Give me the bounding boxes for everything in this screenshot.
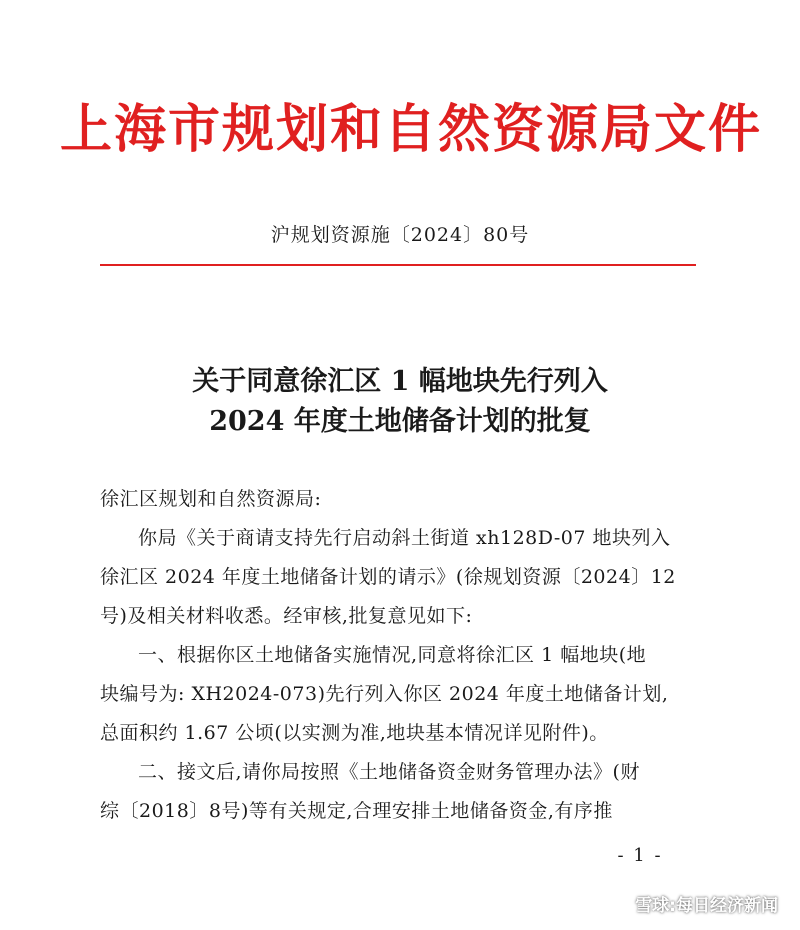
document-subject [80, 362, 720, 442]
red-divider-line [100, 264, 696, 266]
watermark-text: 雪球:每日经济新闻 [635, 895, 778, 916]
body-line: 徐汇区 2024 年度土地储备计划的请示》(徐规划资源〔2024〕12 [100, 566, 676, 588]
body-line: 综〔2018〕8号)等有关规定,合理安排土地储备资金,有序推 [100, 800, 613, 822]
body-line: 二、接文后,请你局按照《土地储备资金财务管理办法》(财 [138, 761, 640, 783]
body-line: 号)及相关材料收悉。经审核,批复意见如下: [100, 605, 473, 627]
subject-line-2: 2024 年度土地储备计划的批复 [209, 406, 591, 437]
body-line: 你局《关于商请支持先行启动斜土街道 xh128D-07 地块列入 [138, 527, 671, 549]
addressee: 徐汇区规划和自然资源局: [100, 488, 322, 510]
page-number: - 1 - [617, 845, 663, 866]
subject-line-1: 关于同意徐汇区 1 幅地块先行列入 [192, 366, 608, 397]
body-line: 总面积约 1.67 公顷(以实测为准,地块基本情况详见附件)。 [100, 722, 609, 744]
document-number: 沪规划资源施〔2024〕80号 [270, 224, 530, 246]
body-line: 块编号为: XH2024-073)先行列入你区 2024 年度土地储备计划, [100, 683, 669, 705]
document-body [100, 480, 696, 831]
snowball-logo-icon [603, 890, 629, 916]
watermark [603, 890, 778, 916]
document-header-title: 上海市规划和自然资源局文件 [60, 99, 763, 160]
body-line: 一、根据你区土地储备实施情况,同意将徐汇区 1 幅地块(地 [138, 644, 647, 666]
